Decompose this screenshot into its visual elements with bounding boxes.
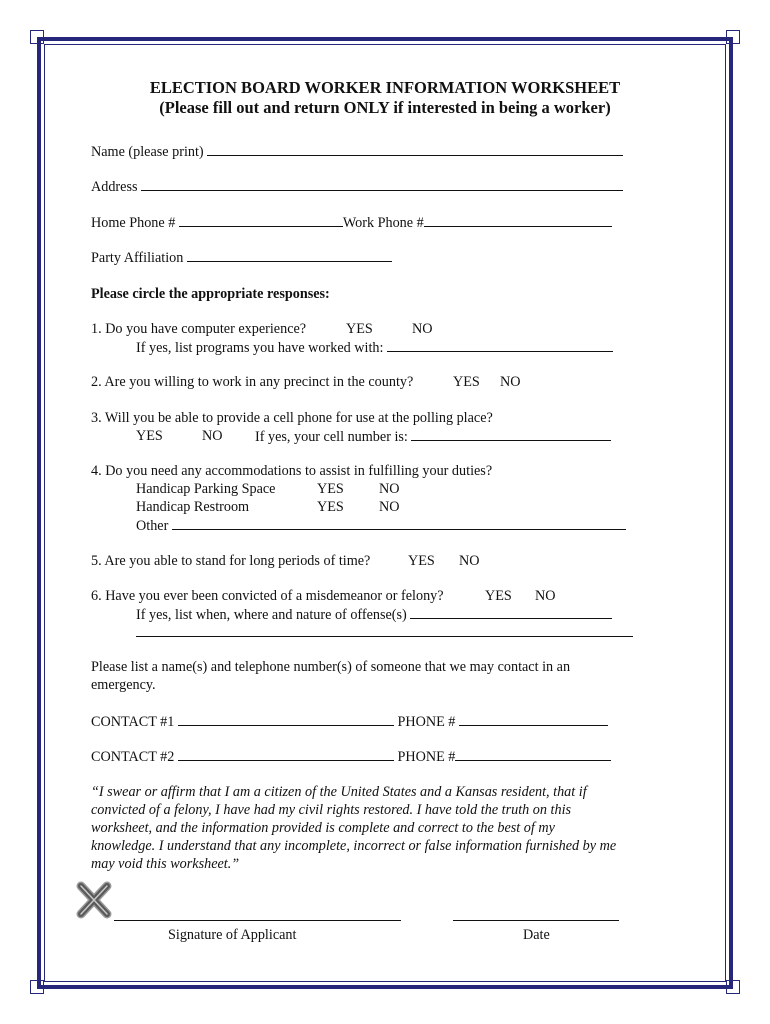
contact-intro-2: emergency. — [91, 677, 156, 693]
q5-yes[interactable]: YES — [408, 553, 435, 569]
q1-yes[interactable]: YES — [346, 321, 373, 337]
q2-no[interactable]: NO — [500, 374, 521, 390]
signature-line[interactable] — [114, 920, 401, 921]
corner-ornament — [726, 30, 740, 44]
phone-2-label: PHONE # — [397, 749, 456, 765]
q4-restroom-no[interactable]: NO — [379, 499, 400, 515]
corner-ornament — [30, 30, 44, 44]
contact-2-row — [91, 747, 611, 766]
offense-continuation — [136, 623, 633, 642]
phone-row — [91, 213, 612, 232]
q2-yes[interactable]: YES — [453, 374, 480, 390]
home-phone-field[interactable] — [179, 213, 343, 227]
name-field[interactable] — [207, 142, 623, 156]
q1-programs-field[interactable] — [387, 338, 613, 352]
party-label: Party Affiliation — [91, 250, 184, 266]
question-6: 6. Have you ever been convicted of a misdemeanor or felony? — [91, 588, 444, 604]
phone-2-field[interactable] — [455, 747, 611, 761]
instructions: Please circle the appropriate responses: — [91, 286, 330, 302]
q3-followup — [255, 427, 611, 446]
q4-other-label: Other — [136, 518, 169, 534]
q3-no[interactable]: NO — [202, 428, 223, 444]
offense-field[interactable] — [410, 605, 612, 619]
q3-followup-label: If yes, your cell number is: — [255, 429, 408, 445]
oath-line-3: worksheet, and the information provided is complete and correct to the best of my — [91, 820, 555, 836]
contact-2-field[interactable] — [178, 747, 394, 761]
q1-followup — [136, 338, 613, 357]
oath-line-5: may void this worksheet.” — [91, 856, 240, 872]
q6-followup — [136, 605, 612, 624]
question-1: 1. Do you have computer experience? — [91, 321, 307, 337]
corner-ornament — [726, 980, 740, 994]
oath-line-1: “I swear or affirm that I am a citizen of the United States and a Kansas resident, that if — [91, 784, 587, 800]
address-row — [91, 177, 623, 196]
home-phone-label: Home Phone # — [91, 215, 176, 231]
q4-parking-label: Handicap Parking Space — [136, 481, 276, 497]
cell-number-field[interactable] — [411, 427, 611, 441]
q4-other — [136, 516, 626, 535]
party-row — [91, 248, 392, 267]
contact-intro: Please list a name(s) and telephone number(s) of someone that we may contact in an — [91, 659, 571, 675]
contact-1-label: CONTACT #1 — [91, 714, 175, 730]
q4-parking-yes[interactable]: YES — [317, 481, 344, 497]
question-5: 5. Are you able to stand for long periods of time? — [91, 553, 371, 569]
contact-2-label: CONTACT #2 — [91, 749, 175, 765]
q4-parking-no[interactable]: NO — [379, 481, 400, 497]
q6-no[interactable]: NO — [535, 588, 556, 604]
party-field[interactable] — [187, 248, 392, 262]
contact-1-field[interactable] — [178, 712, 394, 726]
q5-no[interactable]: NO — [459, 553, 480, 569]
q6-yes[interactable]: YES — [485, 588, 512, 604]
sign-here-x-icon — [74, 880, 114, 920]
address-label: Address — [91, 179, 138, 195]
q1-no[interactable]: NO — [412, 321, 433, 337]
question-2: 2. Are you willing to work in any precinct in the county? — [91, 374, 414, 390]
q4-other-field[interactable] — [172, 516, 626, 530]
date-label: Date — [523, 927, 550, 943]
oath-line-2: convicted of a felony, I have had my civil rights restored. I have told the truth on this — [91, 802, 572, 818]
contact-1-row — [91, 712, 608, 731]
form-subtitle: (Please fill out and return ONLY if interested in being a worker) — [159, 98, 611, 117]
phone-1-label: PHONE # — [397, 714, 456, 730]
phone-1-field[interactable] — [459, 712, 608, 726]
signature-label: Signature of Applicant — [168, 927, 297, 943]
q3-yes[interactable]: YES — [136, 428, 163, 444]
address-field[interactable] — [141, 177, 623, 191]
question-4: 4. Do you need any accommodations to assist in fulfilling your duties? — [91, 463, 493, 479]
date-line[interactable] — [453, 920, 619, 921]
q4-restroom-label: Handicap Restroom — [136, 499, 250, 515]
corner-ornament — [30, 980, 44, 994]
offense-field-2[interactable] — [136, 623, 633, 637]
work-phone-field[interactable] — [424, 213, 612, 227]
work-phone-label: Work Phone # — [342, 215, 424, 231]
oath-line-4: knowledge. I understand that any incomplete, incorrect or false information furnished by me — [91, 838, 617, 854]
form-title: ELECTION BOARD WORKER INFORMATION WORKSHEET — [149, 78, 621, 97]
q6-followup-label: If yes, list when, where and nature of offense(s) — [136, 607, 407, 623]
name-row — [91, 142, 623, 161]
question-3: 3. Will you be able to provide a cell phone for use at the polling place? — [91, 410, 493, 426]
name-label: Name (please print) — [91, 144, 204, 160]
q4-restroom-yes[interactable]: YES — [317, 499, 344, 515]
q1-followup-label: If yes, list programs you have worked with: — [136, 340, 384, 356]
